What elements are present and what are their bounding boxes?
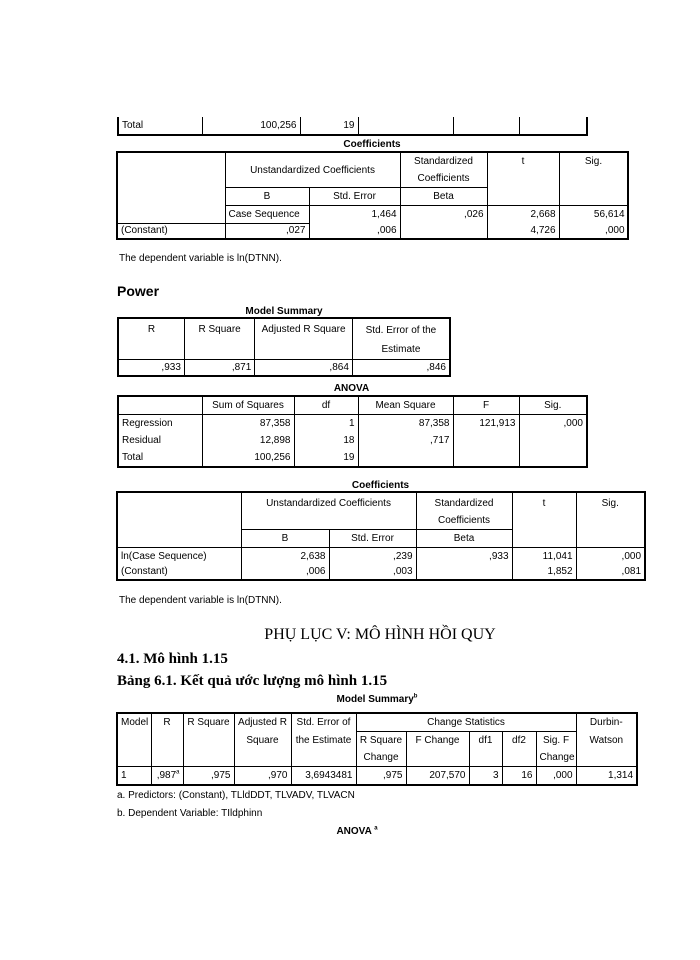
am-row-df1: 3	[469, 767, 502, 786]
pcoef-unstd-header: Unstandardized Coefficients	[241, 492, 416, 530]
coef1-beta-header: Beta	[400, 188, 487, 206]
total-df: 19	[300, 117, 358, 135]
anova-regression-sig: ,000	[519, 415, 587, 433]
pcoef-std-line2: Coefficients	[437, 515, 491, 526]
coef1-row2-t: 4,726	[487, 224, 559, 240]
am-dw-header-1: Durbin-	[576, 713, 637, 732]
anova-residual-df: 18	[294, 432, 358, 449]
am-r2c-header-1: R Square	[356, 732, 406, 750]
table-row	[118, 432, 587, 449]
appendix-ms-title	[117, 694, 637, 705]
anova-df-header: df	[294, 396, 358, 415]
am-adj-header-2: Square	[234, 732, 291, 750]
appendix-note-a: a. Predictors: (Constant), TLldDDT, TLVADV, TLVACN	[117, 790, 355, 801]
appendix-anova-title-text: ANOVA	[336, 826, 372, 837]
coef1-row2-b: ,027	[225, 224, 309, 240]
anova-total-label: Total	[118, 449, 202, 467]
anova-regression-f: 121,913	[453, 415, 519, 433]
pcoef-row2-beta	[416, 565, 512, 580]
ms-r2-value: ,871	[184, 360, 254, 377]
power-coef-note: The dependent variable is ln(DTNN).	[119, 595, 282, 606]
ms-adj-value: ,864	[255, 360, 353, 377]
appendix-title: PHỤ LỤC V: MÔ HÌNH HỒI QUY	[264, 626, 496, 643]
pcoef-row1-beta: ,933	[416, 548, 512, 566]
anova-residual-ms: ,717	[358, 432, 453, 449]
appendix-note-b: b. Dependent Variable: TIldphinn	[117, 808, 263, 819]
am-df1-header: df1	[469, 732, 502, 750]
pcoef-row2-b: ,006	[241, 565, 329, 580]
pcoef-std-header	[416, 492, 512, 530]
appendix-ms-title-text: Model Summary	[336, 694, 414, 705]
am-dw-header-2: Watson	[576, 732, 637, 750]
power-coef-title: Coefficients	[351, 480, 410, 491]
am-r-header: R	[151, 713, 183, 732]
am-r2-header: R Square	[183, 713, 234, 732]
pcoef-row2-label: (Constant)	[117, 565, 241, 580]
ms-se-header-line2: Estimate	[381, 344, 421, 355]
anova-total-df: 19	[294, 449, 358, 467]
anova-ss-header: Sum of Squares	[202, 396, 294, 415]
am-row-dw: 1,314	[576, 767, 637, 786]
power-anova-table	[117, 395, 588, 468]
anova-residual-label: Residual	[118, 432, 202, 449]
coef1-sig-header: Sig.	[559, 152, 628, 206]
power-heading: Power	[117, 283, 160, 299]
coef1-row1-beta: 2,668	[487, 206, 559, 224]
section-heading: 4.1. Mô hình 1.15	[117, 651, 228, 667]
coef1-row2-label: (Constant)	[117, 224, 225, 240]
table-row	[118, 360, 450, 377]
coef1-row1-t: 56,614	[559, 206, 628, 224]
coef1-row1-se: ,026	[400, 206, 487, 224]
coef1-row2-sig: ,000	[559, 224, 628, 240]
table-row	[117, 224, 628, 240]
top-anova-total-row	[117, 117, 588, 136]
coef1-unstd-header: Unstandardized Coefficients	[225, 152, 400, 188]
am-change-stats-header: Change Statistics	[356, 713, 576, 732]
coef1-std-header: Standardized Coefficients	[400, 152, 487, 188]
anova-regression-label: Regression	[118, 415, 202, 433]
am-sigf-header-1: Sig. F	[536, 732, 576, 750]
am-fchange-header: F Change	[406, 732, 469, 750]
am-se-header-1: Std. Error of	[291, 713, 356, 732]
ms-r-value: ,933	[118, 360, 184, 377]
am-se-header-2: the Estimate	[291, 732, 356, 750]
table-row	[117, 548, 645, 566]
coef1-row1-label: Case Sequence	[225, 206, 309, 224]
am-row-r-sup: a	[176, 769, 180, 776]
pcoef-row1-label: ln(Case Sequence)	[117, 548, 241, 566]
coef1-b-header: B	[225, 188, 309, 206]
pcoef-b-header: B	[241, 530, 329, 548]
pcoef-row1-sig: ,000	[576, 548, 645, 566]
appendix-ms-title-sup: b	[413, 693, 418, 700]
coef1-se-header: Std. Error	[309, 188, 400, 206]
power-ms-title: Model Summary	[245, 306, 323, 317]
am-adj-header-1: Adjusted R	[234, 713, 291, 732]
coef1-t-header: t	[487, 152, 559, 206]
pcoef-sig-header: Sig.	[576, 492, 645, 548]
appendix-anova-title	[117, 826, 597, 837]
am-row-sigf: ,000	[536, 767, 576, 786]
coef1-table	[116, 151, 629, 240]
pcoef-row1-b: 2,638	[241, 548, 329, 566]
power-model-summary-table	[117, 317, 451, 377]
ms-adj-header: Adjusted R Square	[255, 318, 353, 360]
pcoef-beta-header: Beta	[416, 530, 512, 548]
pcoef-t-header: t	[512, 492, 576, 548]
am-row-r	[151, 767, 183, 786]
table-row	[118, 449, 587, 467]
anova-residual-ss: 12,898	[202, 432, 294, 449]
am-row-adj: ,970	[234, 767, 291, 786]
coef1-row2-se: ,006	[309, 224, 400, 240]
am-row-se: 3,6943481	[291, 767, 356, 786]
pcoef-std-line1: Standardized	[434, 498, 494, 509]
ms-r2-header: R Square	[184, 318, 254, 360]
table-caption: Bảng 6.1. Kết quả ước lượng mô hình 1.15	[117, 673, 388, 689]
coef1-row2-beta	[400, 224, 487, 240]
coef1-row1-b: 1,464	[309, 206, 400, 224]
table-row	[117, 767, 637, 786]
am-model-header: Model	[117, 713, 151, 732]
anova-regression-ss: 87,358	[202, 415, 294, 433]
anova-regression-ms: 87,358	[358, 415, 453, 433]
appendix-model-summary-table	[116, 712, 638, 786]
pcoef-se-header: Std. Error	[329, 530, 416, 548]
anova-sig-header: Sig.	[519, 396, 587, 415]
ms-se-value: ,846	[352, 360, 450, 377]
power-coef-table	[116, 491, 646, 581]
coef1-note: The dependent variable is ln(DTNN).	[119, 253, 282, 264]
pcoef-row2-sig: ,081	[576, 565, 645, 580]
table-row	[117, 565, 645, 580]
am-df2-header: df2	[502, 732, 536, 750]
ms-r-header: R	[118, 318, 184, 360]
pcoef-row1-t: 11,041	[512, 548, 576, 566]
coef1-title: Coefficients	[343, 139, 401, 150]
total-label: Total	[118, 117, 202, 135]
am-row-r2: ,975	[183, 767, 234, 786]
am-row-r2c: ,975	[356, 767, 406, 786]
am-row-model: 1	[117, 767, 151, 786]
am-row-df2: 16	[502, 767, 536, 786]
ms-se-header-line1: Std. Error of the	[365, 325, 437, 336]
am-sigf-header-2: Change	[536, 749, 576, 767]
table-row	[118, 415, 587, 433]
am-row-fchange: 207,570	[406, 767, 469, 786]
anova-total-ss: 100,256	[202, 449, 294, 467]
am-r2c-header-2: Change	[356, 749, 406, 767]
ms-se-header	[352, 318, 450, 360]
anova-ms-header: Mean Square	[358, 396, 453, 415]
anova-f-header: F	[453, 396, 519, 415]
power-anova-title: ANOVA	[333, 383, 370, 394]
am-row-r-value: ,987	[156, 770, 177, 781]
pcoef-row2-se: ,003	[329, 565, 416, 580]
pcoef-row1-se: ,239	[329, 548, 416, 566]
total-ss: 100,256	[202, 117, 300, 135]
anova-regression-df: 1	[294, 415, 358, 433]
pcoef-row2-t: 1,852	[512, 565, 576, 580]
appendix-anova-sup: a	[374, 825, 378, 832]
